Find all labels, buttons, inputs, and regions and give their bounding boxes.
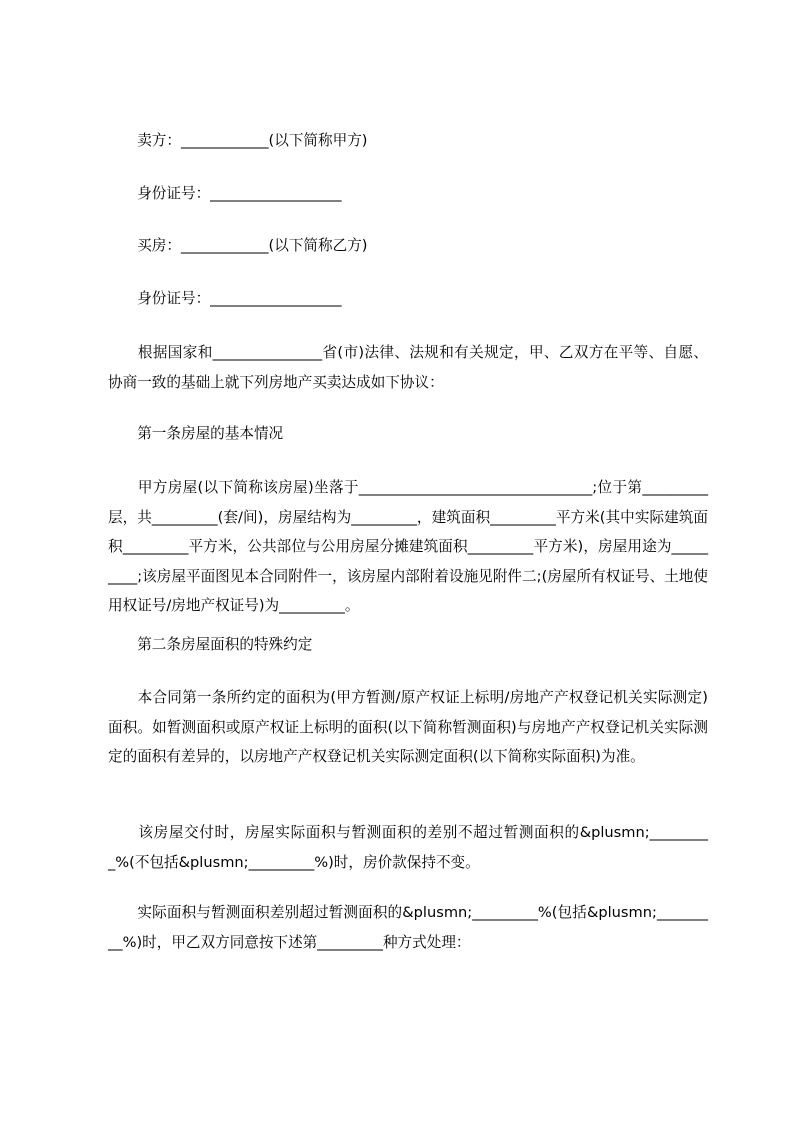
intro-paragraph: 根据国家和_______________省(市)法律、法规和有关规定，甲、乙双方在平等、自愿、协商一致的基础上就下列房地产买卖达成如下协议： (108, 344, 708, 391)
article2-excess-paragraph: 实际面积与暂测面积差别超过暂测面积的&plusmn;_________%(包括&plusmn;_________%)时，甲乙双方同意按下述第_________种方式处理： (108, 904, 708, 951)
article1-title: 第一条房屋的基本情况 (108, 425, 284, 442)
seller-line: 卖方：____________(以下简称甲方) (108, 132, 368, 149)
buyer-id-line: 身份证号：__________________ (108, 290, 342, 307)
article2-delivery-paragraph: 该房屋交付时，房屋实际面积与暂测面积的差别不超过暂测面积的&plusmn;_________%(不包括&plusmn;_________%)时，房价款保持不变。 (108, 824, 708, 871)
article2-title: 第二条房屋面积的特殊约定 (108, 636, 313, 653)
article1-paragraph: 甲方房屋(以下简称该房屋)坐落于________________________________;位于第_________层，共_________(套/间)，房屋结构为_________，建筑面积_________平方米(其中实际建筑面积_________平方米，公共部位与公用房屋分摊建筑面积_________平方米)，房屋用途为_________;该房屋平面图见本合同附件一，该房屋内部附着设施见附件二;(房屋所有权证号、土地使用权证号/房地产权证号)为_________。 (108, 479, 708, 615)
buyer-line: 买房：____________(以下简称乙方) (108, 237, 368, 254)
seller-id-line: 身份证号：__________________ (108, 185, 342, 202)
article2-paragraph: 本合同第一条所约定的面积为(甲方暂测/原产权证上标明/房地产产权登记机关实际测定)面积。如暂测面积或原产权证上标明的面积(以下简称暂测面积)与房地产产权登记机关实际测定的面积有差异的，以房地产产权登记机关实际测定面积(以下简称实际面积)为准。 (108, 689, 708, 766)
